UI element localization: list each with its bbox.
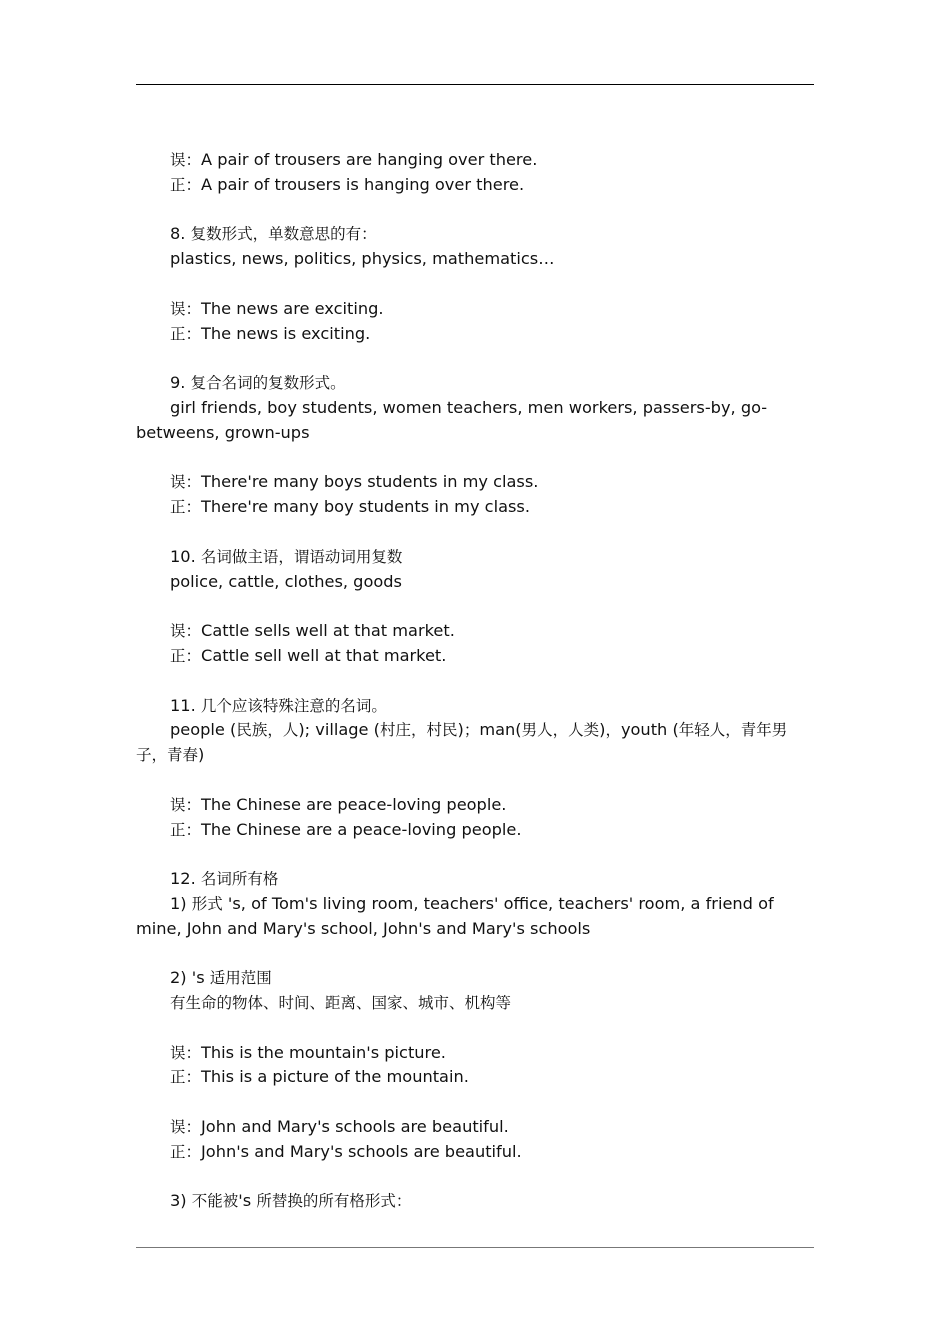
text-line: people (民族，人); village (村庄，村民)；man(男人，人类)，youth (年轻人，青年男子，青春) [136,720,788,765]
text-line: 误：The Chinese are peace-loving people. [170,794,507,814]
text-line: 误：John and Mary's schools are beautiful. [170,1117,509,1137]
text-line: 正：John's and Mary's schools are beautiful. [170,1141,522,1161]
text-line: police, cattle, clothes, goods [170,571,402,591]
text-line: 正：A pair of trousers is hanging over there. [170,174,525,194]
paragraph-gap [136,1016,814,1041]
paragraph-gap [136,594,814,619]
text-line: 正：There're many boy students in my class. [170,497,530,517]
paragraph-gap [136,346,814,371]
text-line: 1) 形式 's, of Tom's living room, teachers' office, teachers' room, a friend of mine, John and Mary's school, John's and Mary's schools [136,893,779,938]
text-line: 10. 名词做主语，谓语动词用复数 [170,546,403,566]
text-line: 误：This is the mountain's picture. [170,1042,446,1062]
document-body [136,148,814,1214]
paragraph-gap [136,1165,814,1190]
paragraph-gap [136,942,814,967]
text-line: girl friends, boy students, women teachers, men workers, passers-by, go-betweens, grown-ups [136,397,768,442]
paragraph-gap [136,1090,814,1115]
text-line: 误：Cattle sells well at that market. [170,621,455,641]
text-line: 8. 复数形式，单数意思的有： [170,224,377,244]
text-line: 12. 名词所有格 [170,869,279,889]
text-line: 3) 不能被's 所替换的所有格形式： [170,1191,412,1211]
text-line: 有生命的物体、时间、距离、国家、城市、机构等 [170,994,512,1013]
paragraph-gap [136,446,814,471]
paragraph-gap [136,768,814,793]
paragraph-gap [136,272,814,297]
text-line: 误：The news are exciting. [170,298,384,318]
paragraph-gap [136,842,814,867]
text-line: 11. 几个应该特殊注意的名词。 [170,695,387,715]
text-line: plastics, news, politics, physics, mathematics… [170,249,555,269]
text-line: 误：A pair of trousers are hanging over there. [170,150,538,169]
header-rule [136,84,814,85]
paragraph-gap [136,669,814,694]
paragraph-gap [136,520,814,545]
text-line: 正：Cattle sell well at that market. [170,645,447,665]
text-line: 正：The news is exciting. [170,323,371,343]
text-line: 9. 复合名词的复数形式。 [170,373,346,393]
text-line: 2) 's 适用范围 [170,968,272,988]
text-line: 正：This is a picture of the mountain. [170,1067,469,1087]
text-line: 误：There're many boys students in my class. [170,472,539,492]
text-line: 正：The Chinese are a peace-loving people. [170,819,522,839]
paragraph-gap [136,198,814,223]
footer-rule [136,1247,814,1248]
